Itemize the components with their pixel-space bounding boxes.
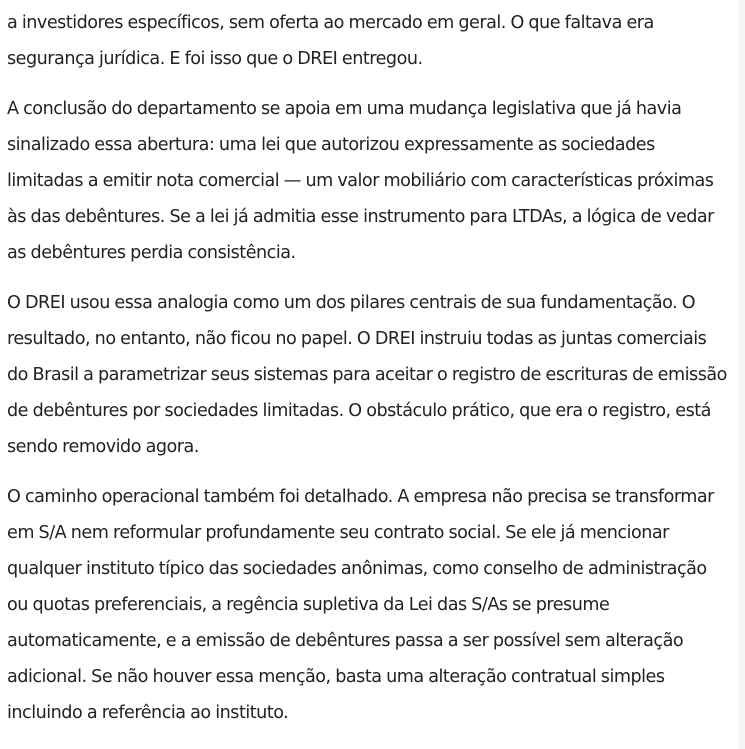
text-line: A conclusão do departamento se apoia em uma mudança legislativa que já havia: [7, 99, 682, 119]
article-body: [7, 5, 735, 745]
text-line: adicional. Se não houver essa menção, basta uma alteração contratual simples: [7, 667, 665, 687]
text-line: sendo removido agora.: [7, 437, 199, 457]
text-line: às das debêntures. Se a lei já admitia esse instrumento para LTDAs, a lógica de vedar: [7, 207, 714, 227]
text-line: as debêntures perdia consistência.: [7, 243, 296, 263]
paragraph-4: [7, 479, 735, 731]
scrollbar-track[interactable]: [739, 0, 745, 749]
text-line: a investidores específicos, sem oferta ao mercado em geral. O que faltava era: [7, 13, 654, 33]
text-line: do Brasil a parametrizar seus sistemas para aceitar o registro de escrituras de emissão: [7, 365, 727, 385]
text-line: qualquer instituto típico das sociedades anônimas, como conselho de administração: [7, 559, 707, 579]
text-line: automaticamente, e a emissão de debêntures passa a ser possível sem alteração: [7, 631, 684, 651]
text-line: limitadas a emitir nota comercial — um valor mobiliário com características próximas: [7, 171, 714, 191]
text-line: em S/A nem reformular profundamente seu contrato social. Se ele já mencionar: [7, 523, 669, 543]
text-line: ou quotas preferenciais, a regência supletiva da Lei das S/As se presume: [7, 595, 610, 615]
text-line: de debêntures por sociedades limitadas. O obstáculo prático, que era o registro, está: [7, 401, 711, 421]
paragraph-1: [7, 5, 735, 77]
text-line: O caminho operacional também foi detalhado. A empresa não precisa se transformar: [7, 487, 714, 507]
paragraph-3: [7, 285, 735, 465]
text-line: sinalizado essa abertura: uma lei que autorizou expressamente as sociedades: [7, 135, 655, 155]
paragraph-2: [7, 91, 735, 271]
text-line: resultado, no entanto, não ficou no papel. O DREI instruiu todas as juntas comerciais: [7, 329, 707, 349]
text-line: O DREI usou essa analogia como um dos pilares centrais de sua fundamentação. O: [7, 293, 696, 313]
text-line: segurança jurídica. E foi isso que o DREI entregou.: [7, 49, 423, 69]
text-line: incluindo a referência ao instituto.: [7, 703, 289, 723]
